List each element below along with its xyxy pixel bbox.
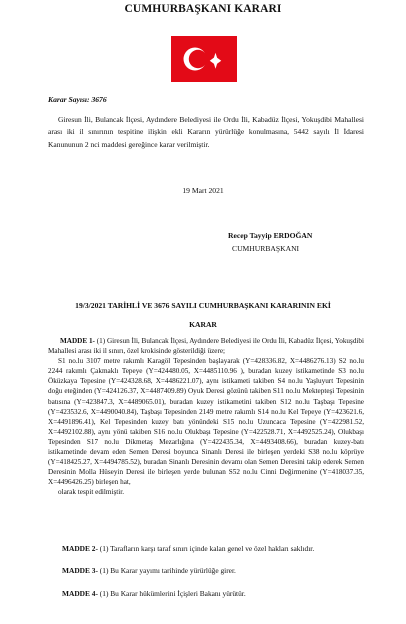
- annex-title-line1: 19/3/2021 TARİHLİ VE 3676 SAYILI CUMHURBAŞKANI KARARININ EKİ: [75, 301, 331, 310]
- signer-name: Recep Tayyip ERDOĞAN: [228, 231, 313, 240]
- article-4-text: (1) Bu Karar hükümlerini İçişleri Bakanı yürütür.: [99, 589, 246, 598]
- article-2: [62, 544, 372, 553]
- decision-number: Karar Sayısı: 3676: [48, 95, 107, 104]
- decision-date: 19 Mart 2021: [182, 186, 224, 195]
- article-1-para-1: [48, 336, 364, 356]
- annex-title-line2: KARAR: [189, 320, 217, 329]
- turkish-flag-icon: [171, 36, 237, 82]
- annex-heading: [0, 296, 406, 334]
- article-2-label: MADDE 2-: [62, 544, 98, 553]
- article-1-para-1-text: (1) Giresun İli, Bulancak İlçesi, Aydındere Belediyesi ile Ordu İli, Kabadüz İlçesi, Yokuşdibi Mahallesi arası iki il sınırı, özel krokisinde gösterildiği üzere;: [48, 337, 365, 356]
- document-title: CUMHURBAŞKANI KARARI: [124, 3, 282, 15]
- article-1-para-3: olarak tespit edilmiştir.: [58, 488, 125, 497]
- article-4-label: MADDE 4-: [62, 589, 98, 598]
- article-1-label: MADDE 1-: [60, 337, 95, 345]
- article-4: [62, 589, 372, 598]
- article-1-para-2: S1 no.lu 3107 metre rakımlı Karagöl Tepesinden başlayarak (Y=428336.82, X=4486276.13) S2 no.lu 2244 rakımlı Çakmaklı Tepeye (Y=424480.05, X=4485110.96 ), buradan kuzey istikametinde S3 no.lu Öküzkaya Tepesine (Y=424328.68, X=4486221.07), aynı istikameti takiben S4 no.lu Yaşluyurt Tepesinin doğu eteğinden (Y=424126.37, X=4487409.89) Oyuk Deresi gözünü takiben S11 no.lu Mektepteşi Tepesinin batısına (Y=423847.3, X=4489065.01), buradan kuzey istikametini takiben S12 no.lu Taşbaşı Tepesine (Y=423532.6, X=4490040.84), Taşbaşı Tepesinden 2149 metre rakımlı S14 no.lu Kel Tepeye (Y=423621.6, X=4491896.41), Kel Tepesinden kuzey batı yönündeki S15 no.lu Uzuncaca Tepesine (Y=422981.52, X=4492102.88), aynı yönü takiben S16 no.lu Olukbaşı Tepesine (Y=422528.71, X=4492525.24), Olukbaşı Tepesinden S17 no.lu Dikmetaş Mezarlığına (Y=422435.34, X=4493408.66), buradan kuzey-batı istikametinde devam eden Semen Deresi boyunca Sinanlı Deresi ile birleşen yerdeki S38 no.lu köprüye (Y=418425.27, X=4494785.52), buradan Sinanlı Deresinin devamı olan Semen Deresini takip ederek Semen Deresinin Molla Hüseyin Deresi ile birleşen yerde bulunan S52 no.lu Cinni Değirmenine (Y=418037.35, X=4496426.25) birleşen hat,: [48, 357, 364, 487]
- signature-block: [228, 229, 368, 255]
- article-1: [48, 336, 364, 498]
- article-3: [62, 566, 372, 575]
- decision-intro: [48, 114, 364, 151]
- signer-title: CUMHURBAŞKANI: [232, 244, 300, 253]
- decision-intro-text: Giresun İli, Bulancak İlçesi, Aydındere Belediyesi ile Ordu İli, Kabadüz İlçesi, Yokuşdibi Mahallesi arası iki il sınırının tespitine ilişkin ekli Kararın yürürlüğe konulmasına, 5442 sayılı İl İdaresi Kanununun 2 nci maddesi gereğince karar verilmiştir.: [48, 115, 364, 149]
- article-3-label: MADDE 3-: [62, 566, 98, 575]
- flag-crescent-inner: [189, 50, 207, 68]
- article-2-text: (1) Tarafların karşı taraf sınırı içinde kalan genel ve özel hakları saklıdır.: [99, 544, 315, 553]
- article-3-text: (1) Bu Karar yayımı tarihinde yürürlüğe girer.: [99, 566, 236, 575]
